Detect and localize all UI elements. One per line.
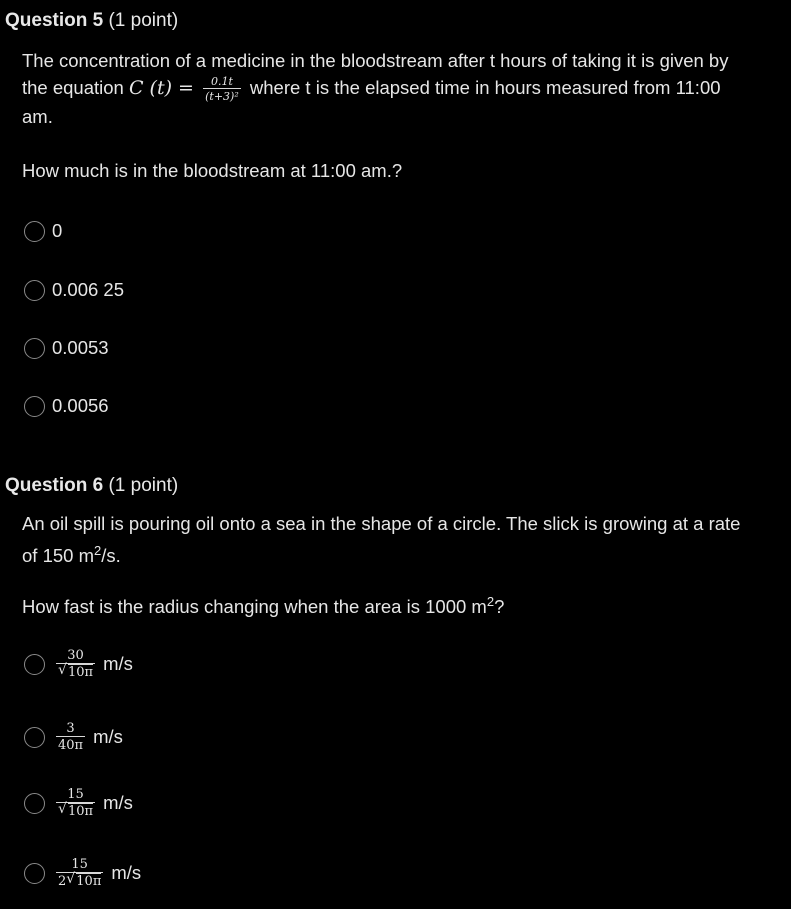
radio-button[interactable]: [24, 793, 45, 814]
question-5-title: [5, 10, 178, 32]
q6-option-2[interactable]: [24, 721, 123, 753]
fraction-numerator: 30: [67, 648, 84, 663]
question-5-prompt: How much is in the bloodstream at 11:00 am.?: [22, 160, 403, 181]
question-5-text-before: The concentration of a medicine in the bloodstream after t hours of taking it is given by the equation: [22, 50, 729, 98]
fraction-denominator: [56, 663, 95, 680]
q6-option-4[interactable]: [24, 857, 141, 889]
sqrt-symbol: [58, 665, 93, 680]
fraction-denominator: 40π: [58, 738, 84, 753]
radio-button[interactable]: [24, 280, 45, 301]
option-fraction: [56, 857, 103, 889]
option-label: 0.0056: [52, 395, 109, 416]
sqrt-symbol: [66, 874, 101, 889]
option-label: 0: [52, 220, 63, 241]
question-5-stem: [22, 47, 752, 130]
equation-numerator: 0.1t: [210, 75, 233, 89]
q5-option-3[interactable]: [24, 337, 109, 359]
question-5-points: (1 point): [108, 10, 179, 31]
option-label: 0.006 25: [52, 279, 125, 300]
question-6-prompt: [22, 588, 752, 620]
question-6-text-end: /s.: [101, 545, 121, 567]
question-6-title: [5, 475, 178, 497]
question-6-label: Question 6: [5, 475, 104, 496]
fraction-numerator: 15: [67, 787, 84, 802]
unit-label: m/s: [103, 653, 133, 674]
option-fraction: [56, 648, 95, 680]
fraction-denominator: [56, 802, 95, 819]
question-6-points: (1 point): [108, 475, 179, 496]
question-5-label: Question 5: [5, 10, 104, 31]
equation-fraction: [203, 75, 241, 103]
unit-label: m/s: [111, 862, 142, 883]
radicand: 10π: [76, 874, 102, 889]
q6-option-1[interactable]: [24, 648, 133, 680]
denominator-coefficient: 2: [58, 874, 67, 889]
q5-option-1[interactable]: [24, 220, 62, 242]
question-6-prompt-text: How fast is the radius changing when the area is 1000 m: [22, 596, 487, 618]
radio-button[interactable]: [24, 863, 45, 884]
radio-button[interactable]: [24, 338, 45, 359]
radicand: 10π: [68, 665, 94, 680]
question-6-stem: [22, 510, 752, 569]
question-6-prompt-end: ?: [494, 596, 505, 618]
radio-button[interactable]: [24, 654, 45, 675]
equation-lhs: C (t) =: [128, 77, 194, 99]
superscript: 2: [94, 543, 102, 558]
radicand: 10π: [68, 804, 94, 819]
sqrt-symbol: [58, 804, 93, 819]
equation-denominator: (t+3)²: [205, 90, 239, 104]
superscript: 2: [486, 594, 495, 609]
question-6-text: An oil spill is pouring oil onto a sea in the shape of a circle. The slick is growing at a rate of 150 m: [22, 513, 741, 567]
unit-label: m/s: [93, 726, 123, 747]
radio-button[interactable]: [24, 727, 45, 748]
option-label: 0.0053: [52, 337, 109, 358]
option-fraction: [56, 787, 95, 819]
fraction-denominator: [56, 872, 103, 889]
option-fraction: [56, 721, 85, 753]
fraction-numerator: 3: [66, 721, 75, 736]
radio-button[interactable]: [24, 221, 45, 242]
q5-option-4[interactable]: [24, 395, 109, 417]
q6-option-3[interactable]: [24, 787, 133, 819]
unit-label: m/s: [103, 792, 133, 813]
radio-button[interactable]: [24, 396, 45, 417]
question-5-text-after: where t is the elapsed time in hours measured from 11:00 am.: [22, 77, 721, 128]
fraction-numerator: 15: [71, 857, 88, 872]
q5-option-2[interactable]: [24, 279, 124, 301]
